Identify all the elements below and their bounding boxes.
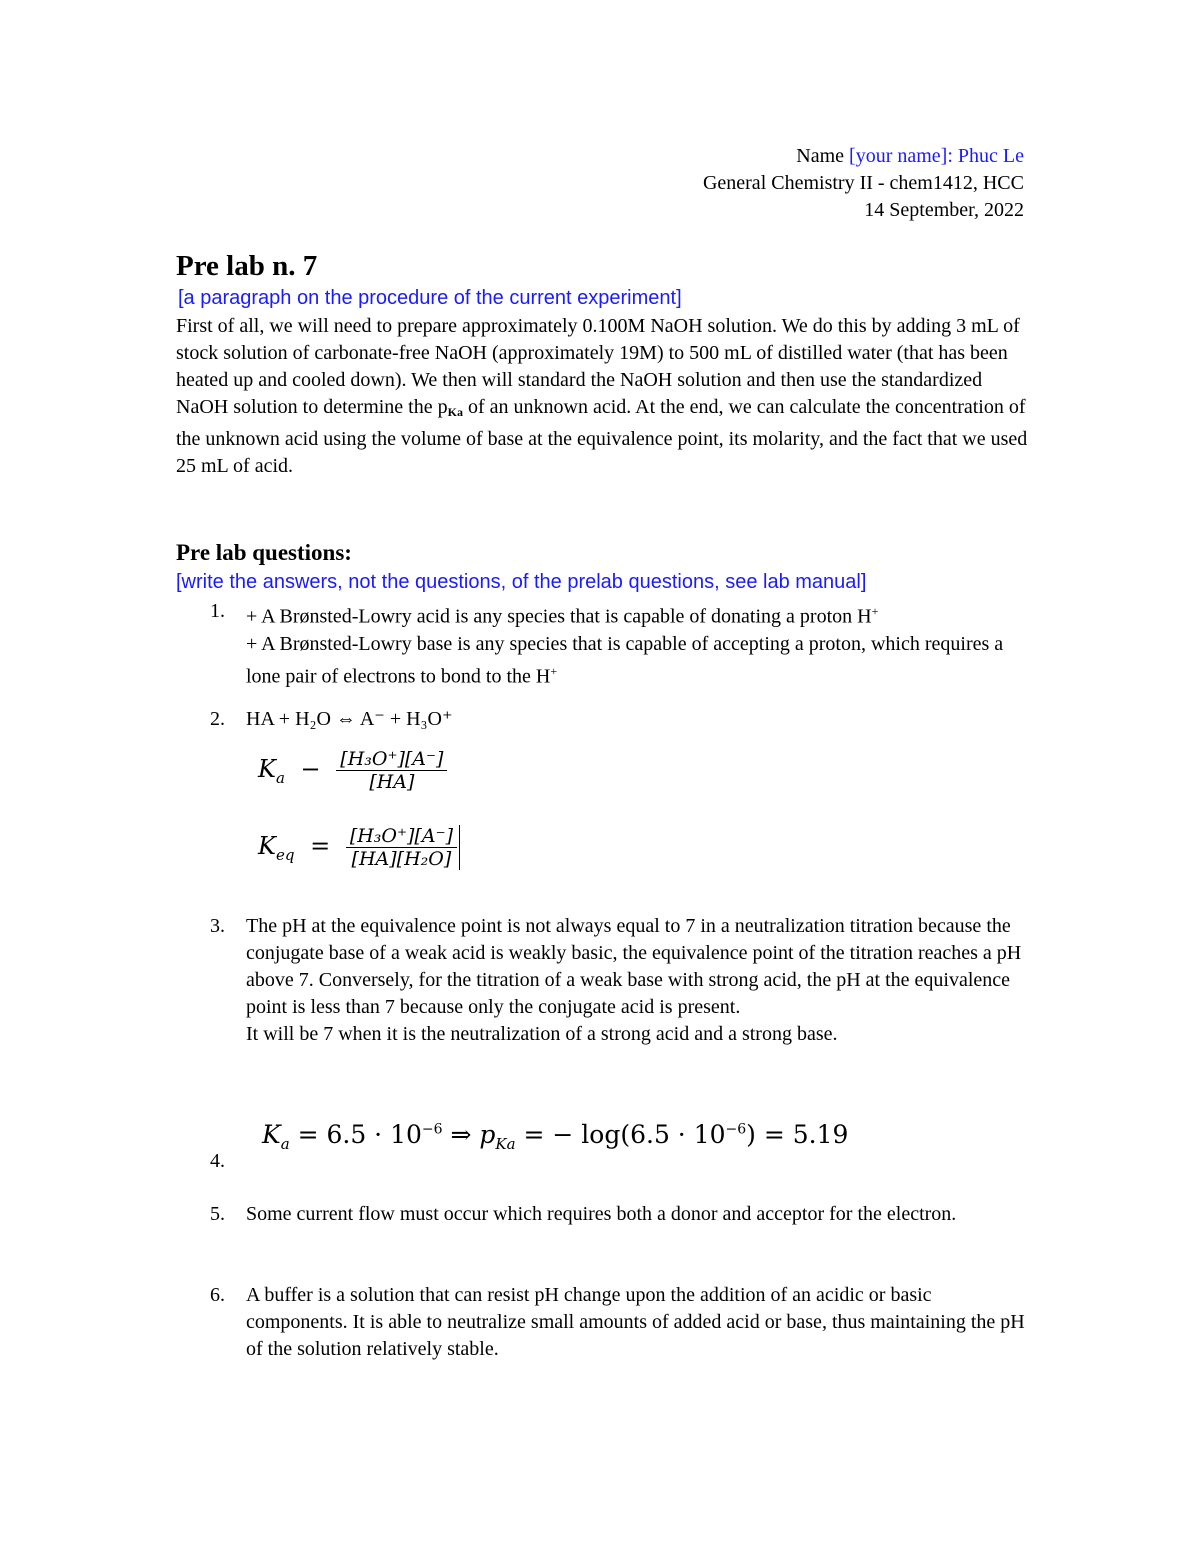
- document-page: Name [your name]: Phuc Le General Chemistry II - chem1412, HCC 14 September, 2022 Pre lab n. 7 [a paragraph on the procedure of the current experiment] First of all, we will need to prepare approximately 0.100M NaOH solution. We do this by adding 3 mL of stock solution of carbonate-free NaOH (approximately 19M) to 500 mL of distilled water (that has been heated up and cooled down). We then will standard the NaOH solution and then use the standardized NaOH solution to determine the $p_{Ka}$ of an unknown acid. At the end, we can calculate the concentration of the unknown acid using the volume of base at the equivalence point, its molarity, and the fact that we used 25 mL of acid. Pre lab questions: [write the answers, not the questions, of the prelab questions, see lab manual] 1. + A Brønsted-Lowry acid is any species that is capable of donating a proton H+ + A Brønsted-Lowry base is any species that is capable of accepting a proton, which requires a lone pair of electrons to bond to the H+ 2. HA + H₂O ⇔ A⁻ + H₃O⁺ $K_a$ − $\frac{\text{[H₃O⁺][A⁻]}}{[HA]}$ $K_{eq}$ = $\frac{\text{[H₃O⁺][A⁻]}}{\text{[HA][H₂O]}}$ 3. The pH at the equivalence point is not always equal to 7 in a neutralization titration because the conjugate base of a weak acid is weakly basic, the equivalence point of the titration reaches a pH above 7. Conversely, for the titration of a weak base with strong acid, the pH at the equivalence point is less than 7 because only the conjugate acid is present. It will be 7 when it is the neutralization of a strong acid and a strong base. $K_a = 6.5 \cdot 10^{-6}$ ⇒ $p_{Ka}$ = − $\log(6.5 \cdot 10^{-6}) = 5.19$ 4. 5. Some current flow must occur which requires both a donor and acceptor for the electron. 6. A buffer is a solution that can resist pH change upon the addition of an acidic or basic components. It is able to neutralize small amounts of added acid or base, thus maintaining the pH of the solution relatively stable.: [0, 0, 1200, 1553]
- header-block: [703, 143, 1024, 224]
- course-line: General Chemistry II - chem1412, HCC: [702, 172, 1024, 194]
- questions-note: [write the answers, not the questions, of the prelab questions, see lab manual]: [176, 571, 867, 593]
- reaction-equation: HA + H₂O ⇔ A⁻ + H₃O⁺: [246, 708, 453, 730]
- questions-heading: Pre lab questions:: [176, 540, 352, 565]
- page-title: Pre lab n. 7: [176, 250, 318, 282]
- name-line: Name [your name]: Phuc Le: [796, 145, 1024, 167]
- name-placeholder: [your name]:: [849, 145, 953, 167]
- student-name: Phuc Le: [952, 145, 1024, 167]
- pka-calculation: $K_a = 6.5 \cdot 10^{-6}$ ⇒ $p_{Ka}$ = − $\log(6.5 \cdot 10^{-6}) = 5.19$: [262, 1120, 849, 1153]
- keq-expression: $K_{eq}$ = $\frac{\text{[H₃O⁺][A⁻]}}{\text{[HA][H₂O]}}$: [258, 825, 460, 870]
- procedure-note: [a paragraph on the procedure of the current experiment]: [178, 287, 682, 309]
- procedure-paragraph: First of all, we will need to prepare approximately 0.100M NaOH solution. We do this by adding 3 mL of stock solution of carbonate-free NaOH (approximately 19M) to 500 mL of distilled water (that has been heated up and cooled down). We then will standard the NaOH solution and then use the standardized NaOH solution to determine the $p_{Ka}$ of an unknown acid. At the end, we can calculate the concentration of the unknown acid using the volume of base at the equivalence point, its molarity, and the fact that we used 25 mL of acid.: [176, 315, 1028, 477]
- date-line: 14 September, 2022: [864, 199, 1024, 221]
- ka-expression: $K_a$ − $\frac{\text{[H₃O⁺][A⁻]}}{[HA]}$: [258, 748, 447, 793]
